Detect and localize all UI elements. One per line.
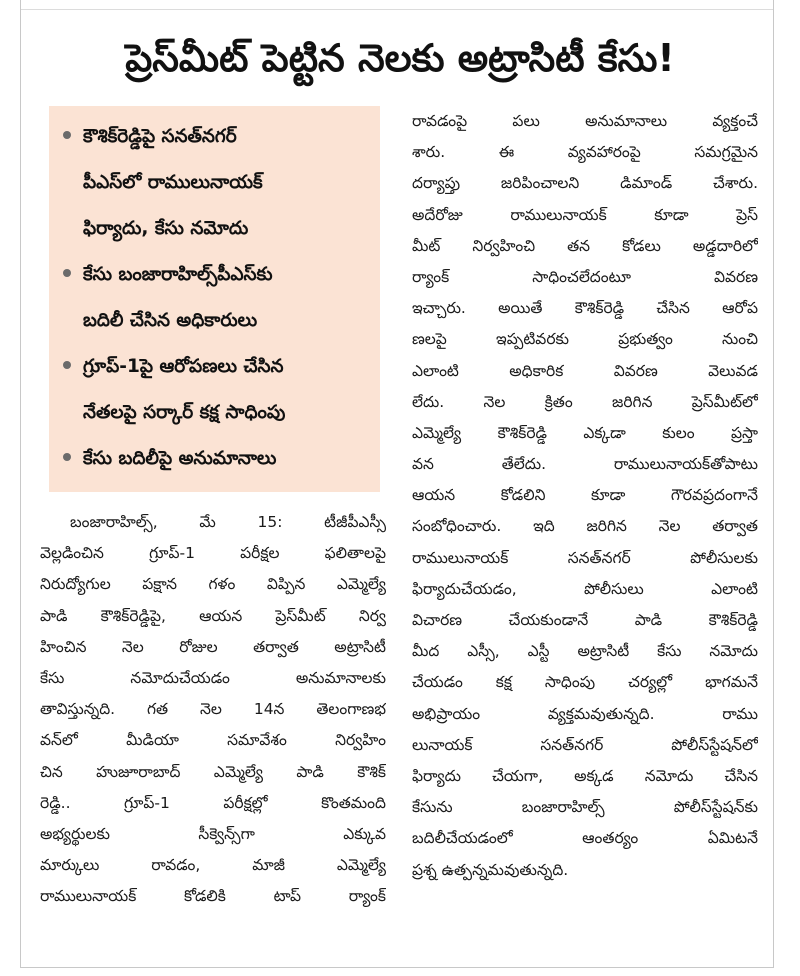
body-line: ఇచ్చారు. అయితే కౌశిక్‌రెడ్డి చేసిన ఆరోప [412, 299, 758, 318]
body-line: కేసు నమోదుచేయడం అనుమానాలకు [40, 668, 386, 687]
body-line: ఆయన కోడలిని కూడా గౌరవప్రదంగానే [412, 486, 758, 505]
body-line: హించిన నెల రోజుల తర్వాత అట్రాసిటీ [40, 637, 386, 656]
highlight-text: ఫిర్యాదు, కేసు నమోదు [83, 218, 249, 239]
highlight-item-3 [63, 344, 375, 436]
highlight-item-1 [63, 114, 375, 252]
body-line: దర్యాప్తు జరిపించాలని డిమాండ్ చేశారు. [412, 174, 758, 193]
body-line: లేదు. నెల క్రితం జరిగిన ప్రెస్‌మీట్‌లో [412, 392, 758, 411]
body-line: తావిస్తున్నది. గత నెల 14న తెలంగాణభ [40, 700, 386, 719]
highlight-text: కేసు బదిలీపై అనుమానాలు [83, 448, 277, 469]
body-line: అభ్యర్థులకు సీక్వెన్స్‌గా ఎక్కువ [40, 824, 386, 843]
article-column-right [412, 106, 758, 886]
body-line: రాములునాయక్ కోడలికి టాప్ ర్యాంక్ [40, 887, 386, 906]
body-line: ఎమ్మెల్యే కౌశిక్‌రెడ్డి ఎక్కడా కులం ప్రస్తా [412, 423, 758, 442]
body-line: అదేరోజు రాములునాయక్ కూడా ప్రెస్ [412, 205, 758, 224]
article-headline: ప్రెస్‌మీట్ పెట్టిన నెలకు అట్రాసిటీ కేసు! [125, 36, 675, 80]
highlight-text: బదిలీ చేసిన అధికారులు [83, 310, 258, 331]
body-line: మీద ఎస్సీ, ఎస్టీ అట్రాసిటీ కేసు నమోదు [412, 642, 758, 661]
body-line: మార్కులు రావడం, మాజీ ఎమ్మెల్యే [40, 856, 386, 875]
highlight-text: కౌశిక్‌రెడ్డిపై సనత్‌నగర్ [83, 126, 237, 147]
bullet-icon [63, 361, 71, 369]
highlight-text: కేసు బంజారాహిల్స్‌పీఎస్‌కు [83, 264, 273, 285]
highlight-text: గ్రూప్‌-1పై ఆరోపణలు చేసిన [83, 356, 284, 377]
body-line: శారు. ఈ వ్యవహారంపై సమగ్రమైన [412, 143, 758, 162]
highlight-item-2 [63, 252, 375, 344]
body-line: బదిలీచేయడంలో ఆంతర్యం ఏమిటనే [412, 829, 758, 848]
body-line: చిన హుజూరాబాద్ ఎమ్మెల్యే పాడి కౌశిక్ [40, 762, 386, 781]
body-line: ప్రశ్న ఉత్పన్నమవుతున్నది. [412, 860, 569, 879]
bullet-icon [63, 131, 71, 139]
body-line: మీట్ నిర్వహించి తన కోడలు అడ్డదారిలో [412, 236, 758, 255]
body-line: ణలపై ఇప్పటివరకు ప్రభుత్వం నుంచి [412, 330, 758, 349]
body-line: చేయడం కక్ష సాధింపు చర్యల్లో భాగమనే [412, 673, 758, 692]
highlight-text: నేతలపై సర్కార్ కక్ష సాధింపు [83, 402, 286, 423]
body-line: పాడి కౌశిక్‌రెడ్డిపై, ఆయన ప్రెస్‌మీట్ నిర్వ [40, 606, 386, 625]
body-line: నిరుద్యోగుల పక్షాన గళం విప్పిన ఎమ్మెల్యే [40, 575, 386, 594]
highlight-item-4 [63, 436, 375, 482]
body-line: రాములునాయక్ సనత్‌నగర్ పోలీసులకు [412, 548, 758, 567]
body-line: రెడ్డి.. గ్రూప్‌-1 పరీక్షల్లో కొంతమంది [40, 793, 386, 812]
body-line: ఫిర్యాదుచేయడం, పోలీసులు ఎలాంటి [412, 579, 758, 598]
body-line: వెల్లడించిన గ్రూప్‌-1 పరీక్షల ఫలితాలపై [40, 544, 386, 563]
article-column-left [40, 507, 386, 912]
body-line: బంజారాహిల్స్, మే 15: టీజీపీఎస్సీ [70, 513, 386, 531]
body-line: విచారణ చేయకుండానే పాడి కౌశిక్‌రెడ్డి [412, 611, 758, 629]
body-line: సంబోధించారు. ఇది జరిగిన నెల తర్వాత [412, 517, 758, 536]
bullet-icon [63, 453, 71, 461]
body-line: వన్‌లో మీడియా సమావేశం నిర్వహిం [40, 731, 386, 750]
body-line: లునాయక్ సనత్‌నగర్ పోలీస్‌స్టేషన్‌లో [412, 735, 758, 754]
body-line: ఫిర్యాదు చేయగా, అక్కడ నమోదు చేసిన [412, 766, 758, 785]
highlight-text: పీఎస్‌లో రాములునాయక్ [83, 172, 263, 193]
bullet-icon [63, 269, 71, 277]
body-line: ర్యాంక్ సాధించలేదంటూ వివరణ [412, 267, 758, 286]
body-line: అభిప్రాయం వ్యక్తమవుతున్నది. రాము [412, 704, 758, 723]
body-line: కేసును బంజారాహిల్స్ పోలీస్‌స్టేషన్‌కు [412, 798, 758, 817]
body-line: వన తేలేదు. రాములునాయక్‌తోపాటు [412, 455, 758, 474]
body-line: రావడంపై పలు అనుమానాలు వ్యక్తంచే [412, 112, 758, 130]
highlights-box [49, 106, 380, 492]
body-line: ఎలాంటి అధికారిక వివరణ వెలువడ [412, 361, 758, 380]
